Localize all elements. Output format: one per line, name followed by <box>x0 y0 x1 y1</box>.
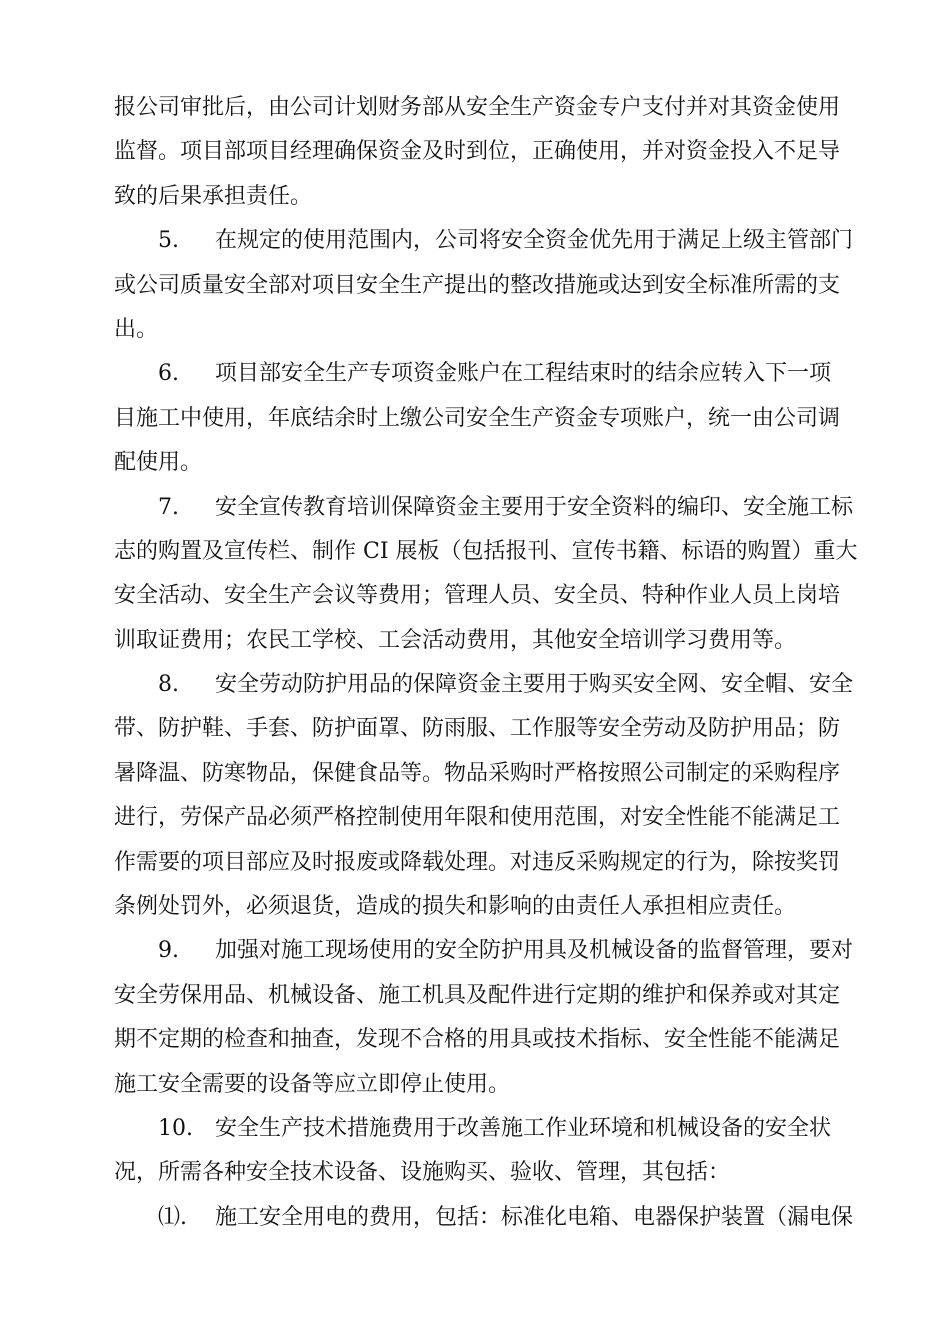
text-line: 进行，劳保产品必须严格控制使用年限和使用范围，对安全性能不能满足工 <box>114 805 841 831</box>
text-line: 带、防护鞋、手套、防护面罩、防雨服、工作服等安全劳动及防护用品；防 <box>114 716 841 742</box>
text-line: 施工安全需要的设备等应立即停止使用。 <box>114 1071 511 1097</box>
paragraph-number: 7. <box>158 494 179 520</box>
text-line: 项目部安全生产专项资金账户在工程结束时的结余应转入下一项 <box>215 361 832 387</box>
text-line: 安全劳保用品、机械设备、施工机具及配件进行定期的维护和保养或对其定 <box>114 982 841 1008</box>
paragraph-6-first-line <box>114 352 866 396</box>
text-line: 施工安全用电的费用，包括：标准化电箱、电器保护装置（漏电保 <box>215 1204 854 1230</box>
paragraph-number: 10. <box>158 1115 193 1141</box>
text-line: 致的后果承担责任。 <box>114 183 313 209</box>
paragraph-10-first-line <box>114 1107 866 1151</box>
text-line: 在规定的使用范围内，公司将安全资金优先用于满足上级主管部门 <box>215 228 854 254</box>
paragraph-9-first-line <box>114 929 866 973</box>
text-line: 配使用。 <box>114 450 203 476</box>
paragraph-number: 6. <box>158 361 179 387</box>
text-line: 监督。项目部项目经理确保资金及时到位，正确使用，并对资金投入不足导 <box>114 139 841 165</box>
paragraph-number: 9. <box>158 938 179 964</box>
paragraph-number: ⑴. <box>158 1204 187 1230</box>
text-line: 安全生产技术措施费用于改善施工作业环境和机械设备的安全状 <box>215 1115 832 1141</box>
sub-item-1-first-line <box>114 1196 866 1240</box>
text-line: 目施工中使用，年底结余时上缴公司安全生产资金专项账户，统一由公司调 <box>114 405 841 431</box>
text-line: 安全宣传教育培训保障资金主要用于安全资料的编印、安全施工标 <box>215 494 854 520</box>
text-line: 况，所需各种安全技术设备、设施购买、验收、管理，其包括： <box>114 1160 731 1186</box>
text-line: 作需要的项目部应及时报废或降载处理。对违反采购规定的行为，除按奖罚 <box>114 849 841 875</box>
text-line: 训取证费用；农民工学校、工会活动费用，其他安全培训学习费用等。 <box>114 627 797 653</box>
text-line: 报公司审批后，由公司计划财务部从安全生产资金专户支付并对其资金使用 <box>114 95 841 120</box>
paragraph-number: 5. <box>158 228 179 254</box>
text-line: 安全活动、安全生产会议等费用；管理人员、安全员、特种作业人员上岗培 <box>114 583 841 609</box>
paragraph-5-first-line <box>114 219 866 263</box>
text-line: 暑降温、防寒物品，保健食品等。物品采购时严格按照公司制定的采购程序 <box>114 760 841 786</box>
text-line: 志的购置及宣传栏、制作 CI 展板（包括报刊、宣传书籍、标语的购置）重大 <box>114 538 858 564</box>
document-page <box>114 86 866 1240</box>
text-line: 或公司质量安全部对项目安全生产提出的整改措施或达到安全标准所需的支 <box>114 272 841 298</box>
text-line: 安全劳动防护用品的保障资金主要用于购买安全网、安全帽、安全 <box>215 672 854 698</box>
paragraph-7-first-line <box>114 486 866 530</box>
text-line: 期不定期的检查和抽查，发现不合格的用具或技术指标、安全性能不能满足 <box>114 1027 841 1053</box>
text-line: 出。 <box>114 316 159 342</box>
paragraph-number: 8. <box>158 672 179 698</box>
text-line: 条例处罚外，必须退货，造成的损失和影响的由责任人承担相应责任。 <box>114 894 797 920</box>
paragraph-8-first-line <box>114 663 866 707</box>
text-line: 加强对施工现场使用的安全防护用具及机械设备的监督管理，要对 <box>215 938 854 964</box>
